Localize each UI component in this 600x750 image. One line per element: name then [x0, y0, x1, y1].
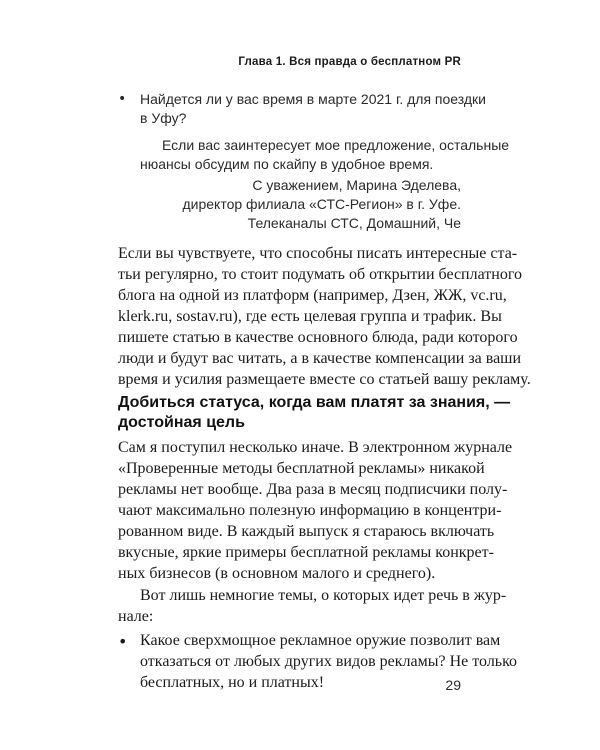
body-line: рованном виде. В каждый выпуск я стараюсь включать	[118, 523, 495, 540]
quote-bullet-line: Найдется ли у вас время в марте 2021 г. для поездки	[140, 91, 487, 107]
body-line: нале:	[118, 608, 154, 625]
section-heading: Добиться статуса, когда вам платят за знания, —	[118, 394, 511, 411]
body-line: Сам я поступил несколько иначе. В электронном журнале	[118, 439, 513, 456]
section-heading: достойная цель	[118, 414, 245, 431]
signature-line: С уважением, Марина Эделева,	[252, 177, 461, 193]
body-line: время и усилия размещаете вместе со статьей вашу рекламу.	[118, 371, 531, 388]
signature-line: Телеканалы СТС, Домашний, Че	[247, 215, 461, 231]
quote-bullet-line: в Уфу?	[140, 110, 187, 126]
body-line: люди и будут вас читать, а в качестве компенсации за ваши	[118, 350, 522, 367]
bullet-line: отказаться от любых других видов рекламы? Не только	[140, 653, 518, 670]
body-line: Если вы чувствуете, что способны писать интересные ста-	[118, 245, 518, 262]
body-line: «Проверенные методы бесплатной рекламы» никакой	[118, 460, 485, 477]
bullet-line: Какое сверхмощное рекламное оружие позволит вам	[140, 632, 501, 649]
bullet-marker: •	[118, 632, 128, 651]
body-line: тьи регулярно, то стоит подумать об открытии бесплатного	[118, 266, 523, 283]
body-line: рекламы нет вообще. Два раза в месяц подписчики полу-	[118, 481, 508, 498]
bullet-marker: •	[118, 91, 127, 107]
page-number: 29	[445, 677, 461, 693]
body-line: Вот лишь немногие темы, о которых идет речь в жур-	[140, 587, 507, 604]
body-line: вкусные, яркие примеры бесплатной рекламы конкрет-	[118, 544, 494, 561]
body-line: ных бизнесов (в основном малого и среднего).	[118, 565, 436, 582]
bullet-line: бесплатных, но и платных!	[140, 674, 325, 691]
body-line: блога на одной из платформ (например, Дзен, ЖЖ, vc.ru,	[118, 287, 507, 304]
running-header: Глава 1. Вся правда о бесплатном PR	[238, 56, 461, 68]
quote-paragraph-line: Если вас заинтересует мое предложение, остальные	[162, 137, 510, 153]
body-line: klerk.ru, sostav.ru), где есть целевая группа и трафик. Вы	[118, 308, 502, 325]
body-line: пишете статью в качестве основного блюда, ради которого	[118, 329, 518, 346]
signature-line: директор филиала «СТС-Регион» в г. Уфе.	[182, 196, 461, 212]
body-line: чают максимально полезную информацию в концентри-	[118, 502, 502, 519]
quote-paragraph-line: нюансы обсудим по скайпу в удобное время.	[140, 156, 434, 172]
